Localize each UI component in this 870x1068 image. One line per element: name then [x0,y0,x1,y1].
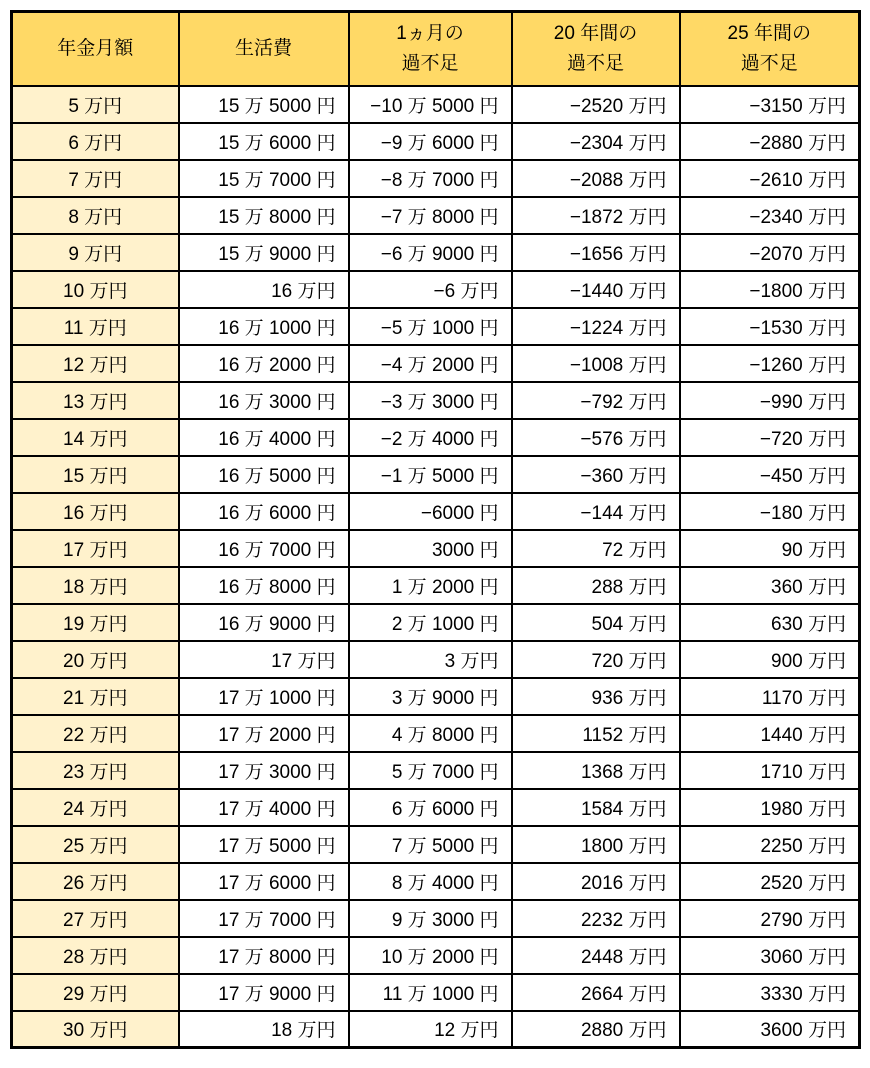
data-cell: −450 万円 [680,456,860,493]
data-cell: −1260 万円 [680,345,860,382]
table-row [12,197,860,234]
data-cell: 2250 万円 [680,826,860,863]
column-header: 年金月額 [12,12,179,86]
row-header-cell: 14 万円 [12,419,179,456]
data-cell: −1 万 5000 円 [349,456,512,493]
row-header-cell: 30 万円 [12,1011,179,1048]
data-cell: 900 万円 [680,641,860,678]
table-row [12,234,860,271]
row-header-cell: 23 万円 [12,752,179,789]
data-cell: −990 万円 [680,382,860,419]
data-cell: 16 万 7000 円 [179,530,349,567]
row-header-cell: 8 万円 [12,197,179,234]
data-cell: 2232 万円 [512,900,680,937]
table-row [12,345,860,382]
row-header-cell: 18 万円 [12,567,179,604]
data-cell: 16 万 9000 円 [179,604,349,641]
row-header-cell: 9 万円 [12,234,179,271]
data-cell: 16 万 6000 円 [179,493,349,530]
header-row [12,12,860,86]
data-cell: 16 万 3000 円 [179,382,349,419]
data-cell: 17 万 6000 円 [179,863,349,900]
data-cell: 17 万 7000 円 [179,900,349,937]
row-header-cell: 5 万円 [12,86,179,123]
table-row [12,1011,860,1048]
data-cell: −1530 万円 [680,308,860,345]
data-cell: 16 万円 [179,271,349,308]
data-cell: 2880 万円 [512,1011,680,1048]
data-cell: 1170 万円 [680,678,860,715]
data-cell: 16 万 4000 円 [179,419,349,456]
data-cell: 2 万 1000 円 [349,604,512,641]
data-cell: 17 万 9000 円 [179,974,349,1011]
data-cell: 17 万 2000 円 [179,715,349,752]
data-cell: 15 万 8000 円 [179,197,349,234]
data-cell: −2340 万円 [680,197,860,234]
data-cell: 1800 万円 [512,826,680,863]
row-header-cell: 26 万円 [12,863,179,900]
data-cell: −8 万 7000 円 [349,160,512,197]
data-cell: 1710 万円 [680,752,860,789]
table-row [12,530,860,567]
table-row [12,678,860,715]
data-cell: −4 万 2000 円 [349,345,512,382]
data-cell: 16 万 8000 円 [179,567,349,604]
table-row [12,382,860,419]
data-cell: 1368 万円 [512,752,680,789]
table-row [12,900,860,937]
pension-shortfall-table [10,10,861,1049]
table-row [12,604,860,641]
data-cell: −2880 万円 [680,123,860,160]
data-cell: 17 万 3000 円 [179,752,349,789]
data-cell: 3000 円 [349,530,512,567]
row-header-cell: 25 万円 [12,826,179,863]
data-cell: 630 万円 [680,604,860,641]
data-cell: 3 万円 [349,641,512,678]
row-header-cell: 13 万円 [12,382,179,419]
row-header-cell: 21 万円 [12,678,179,715]
data-cell: −3150 万円 [680,86,860,123]
row-header-cell: 24 万円 [12,789,179,826]
data-cell: 17 万 4000 円 [179,789,349,826]
column-header: 20 年間の 過不足 [512,12,680,86]
table-row [12,160,860,197]
data-cell: 11 万 1000 円 [349,974,512,1011]
data-cell: 3 万 9000 円 [349,678,512,715]
data-cell: −2088 万円 [512,160,680,197]
data-cell: 8 万 4000 円 [349,863,512,900]
data-cell: 1980 万円 [680,789,860,826]
data-cell: −792 万円 [512,382,680,419]
data-cell: 720 万円 [512,641,680,678]
row-header-cell: 28 万円 [12,937,179,974]
column-header: 1ヵ月の 過不足 [349,12,512,86]
data-cell: 16 万 2000 円 [179,345,349,382]
data-cell: 3060 万円 [680,937,860,974]
data-cell: 1584 万円 [512,789,680,826]
data-cell: −1008 万円 [512,345,680,382]
data-cell: −2520 万円 [512,86,680,123]
row-header-cell: 27 万円 [12,900,179,937]
table-row [12,863,860,900]
data-cell: −7 万 8000 円 [349,197,512,234]
row-header-cell: 7 万円 [12,160,179,197]
data-cell: 15 万 5000 円 [179,86,349,123]
data-cell: 72 万円 [512,530,680,567]
table-row [12,641,860,678]
data-cell: 4 万 8000 円 [349,715,512,752]
row-header-cell: 11 万円 [12,308,179,345]
data-cell: 16 万 1000 円 [179,308,349,345]
data-cell: −1224 万円 [512,308,680,345]
data-cell: 10 万 2000 円 [349,937,512,974]
data-cell: −720 万円 [680,419,860,456]
data-cell: −6 万円 [349,271,512,308]
data-cell: −1872 万円 [512,197,680,234]
data-cell: 1 万 2000 円 [349,567,512,604]
data-cell: 17 万円 [179,641,349,678]
data-cell: −6000 円 [349,493,512,530]
data-cell: 504 万円 [512,604,680,641]
row-header-cell: 22 万円 [12,715,179,752]
data-cell: −2 万 4000 円 [349,419,512,456]
data-cell: −1800 万円 [680,271,860,308]
data-cell: 18 万円 [179,1011,349,1048]
data-cell: 936 万円 [512,678,680,715]
data-cell: −576 万円 [512,419,680,456]
table-row [12,86,860,123]
data-cell: 2016 万円 [512,863,680,900]
data-cell: 1440 万円 [680,715,860,752]
data-cell: −2070 万円 [680,234,860,271]
data-cell: −5 万 1000 円 [349,308,512,345]
data-cell: 17 万 1000 円 [179,678,349,715]
data-cell: 1152 万円 [512,715,680,752]
data-cell: −6 万 9000 円 [349,234,512,271]
data-cell: 16 万 5000 円 [179,456,349,493]
table-row [12,567,860,604]
row-header-cell: 6 万円 [12,123,179,160]
data-cell: 3600 万円 [680,1011,860,1048]
data-cell: −360 万円 [512,456,680,493]
table-row [12,308,860,345]
data-cell: 2520 万円 [680,863,860,900]
row-header-cell: 12 万円 [12,345,179,382]
row-header-cell: 10 万円 [12,271,179,308]
table-row [12,974,860,1011]
table-row [12,123,860,160]
data-cell: −10 万 5000 円 [349,86,512,123]
data-cell: 15 万 7000 円 [179,160,349,197]
table-row [12,456,860,493]
data-cell: −1440 万円 [512,271,680,308]
data-cell: 12 万円 [349,1011,512,1048]
data-cell: 90 万円 [680,530,860,567]
data-cell: 3330 万円 [680,974,860,1011]
table-row [12,715,860,752]
data-cell: −3 万 3000 円 [349,382,512,419]
data-cell: 2790 万円 [680,900,860,937]
data-cell: −1656 万円 [512,234,680,271]
data-cell: −2304 万円 [512,123,680,160]
row-header-cell: 17 万円 [12,530,179,567]
row-header-cell: 19 万円 [12,604,179,641]
data-cell: 2664 万円 [512,974,680,1011]
row-header-cell: 20 万円 [12,641,179,678]
data-cell: 6 万 6000 円 [349,789,512,826]
table-row [12,271,860,308]
table-row [12,493,860,530]
data-cell: 17 万 8000 円 [179,937,349,974]
data-cell: 15 万 9000 円 [179,234,349,271]
table-row [12,419,860,456]
data-cell: 5 万 7000 円 [349,752,512,789]
data-cell: 288 万円 [512,567,680,604]
data-cell: 360 万円 [680,567,860,604]
row-header-cell: 15 万円 [12,456,179,493]
data-cell: −180 万円 [680,493,860,530]
table-row [12,789,860,826]
data-cell: 17 万 5000 円 [179,826,349,863]
data-cell: −144 万円 [512,493,680,530]
row-header-cell: 16 万円 [12,493,179,530]
data-cell: −2610 万円 [680,160,860,197]
column-header: 生活費 [179,12,349,86]
data-cell: −9 万 6000 円 [349,123,512,160]
table-body [12,86,860,1048]
row-header-cell: 29 万円 [12,974,179,1011]
data-cell: 7 万 5000 円 [349,826,512,863]
data-cell: 9 万 3000 円 [349,900,512,937]
column-header: 25 年間の 過不足 [680,12,860,86]
table-row [12,937,860,974]
data-cell: 2448 万円 [512,937,680,974]
table-row [12,826,860,863]
data-cell: 15 万 6000 円 [179,123,349,160]
table-row [12,752,860,789]
